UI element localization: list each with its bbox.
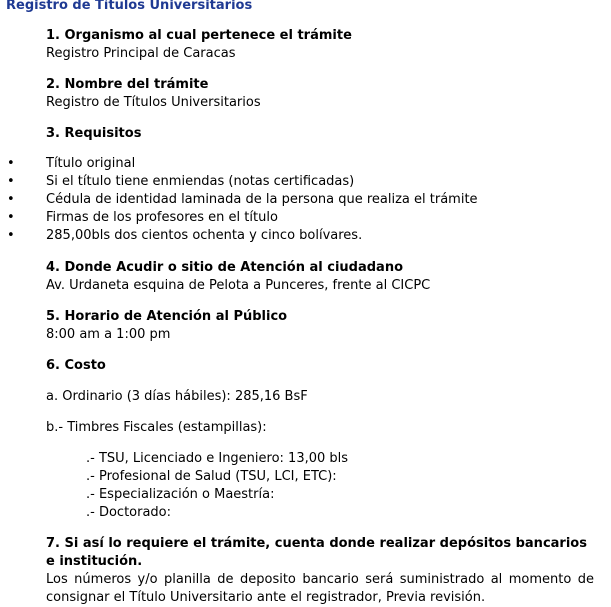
section-heading: 1. Organismo al cual pertenece el trámite <box>46 28 352 43</box>
section-requisitos-heading <box>46 125 594 143</box>
section-text: Av. Urdaneta esquina de Pelota a Punceres, frente al CICPC <box>46 278 431 293</box>
timbres-list <box>86 450 348 522</box>
list-item: • Firmas de los profesores en el título <box>7 210 278 225</box>
section-heading: 7. Si así lo requiere el trámite, cuenta donde realizar depósitos bancarios e institución. <box>46 536 587 569</box>
section-text: Los números y/o planilla de deposito bancario será suministrado al momento de consignar el Título Universitario ante el registrador, Previa revisión. <box>46 572 594 605</box>
section-heading: 4. Donde Acudir o sitio de Atención al ciudadano <box>46 260 404 275</box>
list-item: .- Doctorado: <box>86 505 172 520</box>
section-depositos <box>46 535 594 607</box>
list-item: .- Profesional de Salud (TSU, LCI, ETC): <box>86 469 337 484</box>
list-item: .- Especialización o Maestría: <box>86 487 275 502</box>
bullet-icon: • <box>7 228 15 243</box>
cost-ordinario: a. Ordinario (3 días hábiles): 285,16 BsF <box>46 389 308 404</box>
section-costo <box>46 357 594 375</box>
page-title: Registro de Títulos Universitarios <box>6 0 253 13</box>
section-heading: 2. Nombre del trámite <box>46 77 209 92</box>
list-item: • 285,00bls dos cientos ochenta y cinco bolívares. <box>7 228 363 243</box>
requirements-list <box>0 155 478 245</box>
list-item: • Título original <box>7 156 136 171</box>
section-organismo <box>46 27 594 63</box>
section-donde-acudir <box>46 259 594 295</box>
section-text: 8:00 am a 1:00 pm <box>46 327 171 342</box>
list-item: • Si el título tiene enmiendas (notas certificadas) <box>7 174 355 189</box>
section-heading: 6. Costo <box>46 358 106 373</box>
bullet-icon: • <box>7 174 15 189</box>
list-item: • Cédula de identidad laminada de la persona que realiza el trámite <box>7 192 478 207</box>
list-item: .- TSU, Licenciado e Ingeniero: 13,00 bls <box>86 451 349 466</box>
bullet-icon: • <box>7 156 15 171</box>
section-heading: 5. Horario de Atención al Público <box>46 309 288 324</box>
section-text: Registro Principal de Caracas <box>46 46 236 61</box>
section-horario <box>46 308 594 344</box>
cost-timbres: b.- Timbres Fiscales (estampillas): <box>46 420 267 435</box>
bullet-icon: • <box>7 210 15 225</box>
section-text: Registro de Títulos Universitarios <box>46 95 261 110</box>
section-nombre <box>46 76 594 112</box>
bullet-icon: • <box>7 192 15 207</box>
section-heading: 3. Requisitos <box>46 126 142 141</box>
